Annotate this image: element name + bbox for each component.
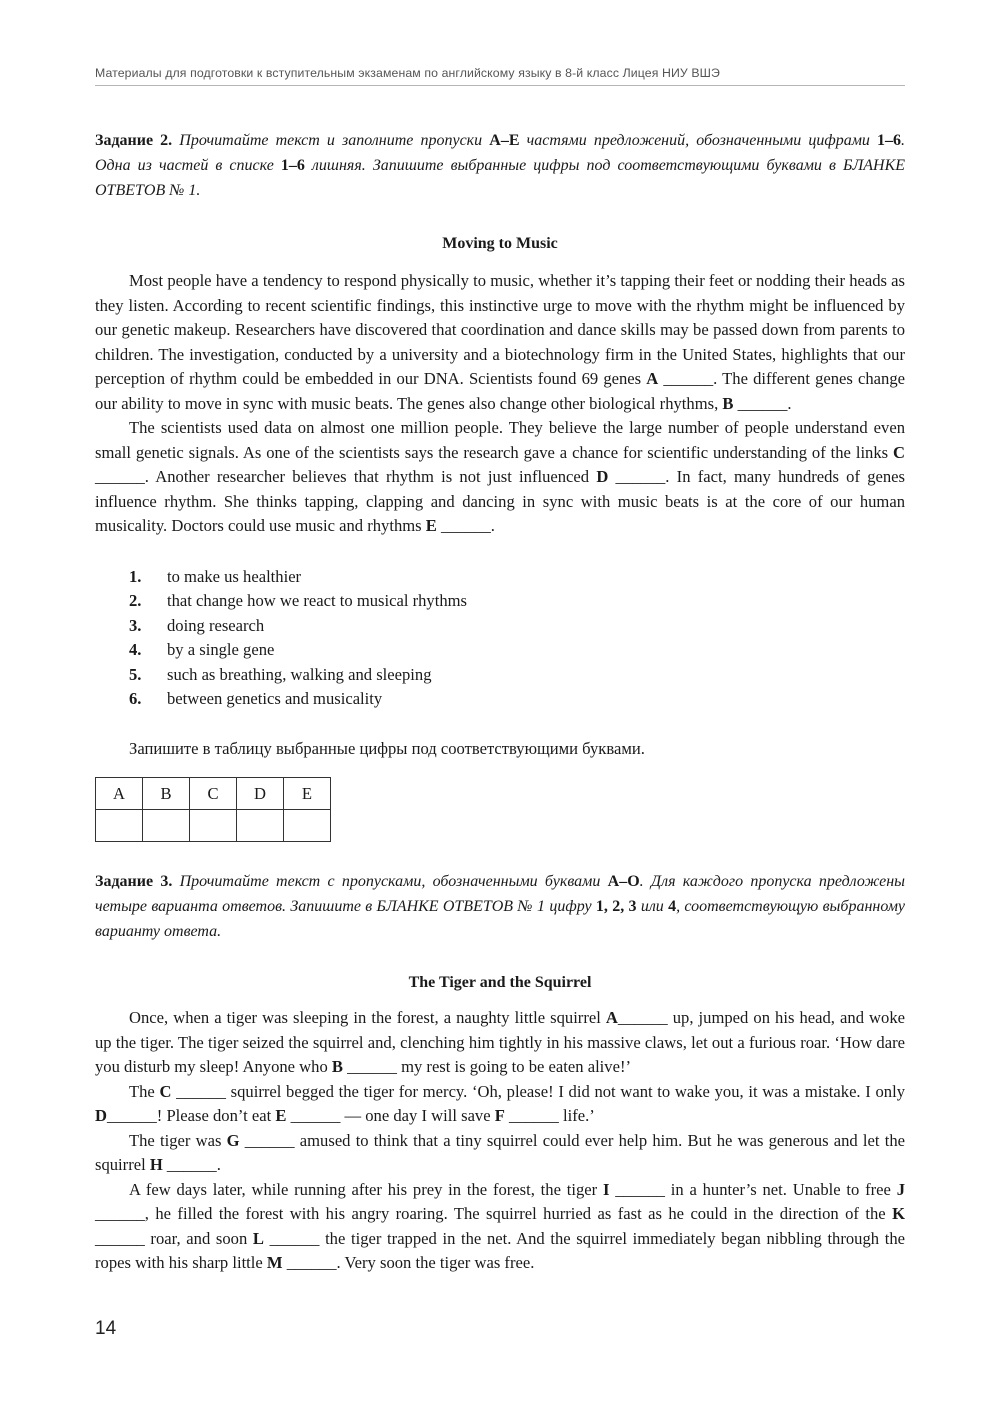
task3-paragraph-4: A few days later, while running after his prey in the forest, the tiger I ______ in a hunter’s net. Unable to free J ______, he filled the forest with his angry roaring. The squirrel hurried as fast as he could in the direction of the K ______ roar, and soon L ______ the tiger trapped in the net. And the squirrel immediately began nibbling through the ropes with his sharp little M ______. Very soon the tiger was free. (95, 1179, 905, 1273)
answer-header-cell: B (143, 778, 190, 810)
running-header: Материалы для подготовки к вступительным экзаменам по английскому языку в 8-й класс Лицея НИУ ВШЭ (95, 66, 905, 86)
text-title-moving-to-music: Moving to Music (442, 235, 558, 252)
option-item: 1. to make us healthier (129, 566, 302, 586)
task3-paragraph-3: The tiger was G ______ amused to think that a tiny squirrel could ever help him. But he was generous and let the squirrel H ______. (95, 1130, 905, 1175)
task2-label: Задание 2. (95, 132, 173, 149)
task2-paragraph-1: Most people have a tendency to respond physically to music, whether it’s tapping their feet or nodding their heads as they listen. According to recent scientific findings, this instinctive urge to move with the rhythm might be influenced by our genetic makeup. Researchers have discovered that coordination and dance skills may be passed down from parents to children. The investigation, conducted by a university and a biotechnology firm in the United States, highlights that our perception of rhythm could be embedded in our DNA. Scientists found 69 genes A ______. The different genes change our ability to move in sync with music beats. The genes also change other biological rhythms, B ______. (95, 271, 905, 413)
answer-cell-b[interactable] (143, 810, 190, 842)
answer-cell-c[interactable] (190, 810, 237, 842)
answer-header-cell: C (190, 778, 237, 810)
option-item: 6. between genetics and musicality (129, 689, 383, 709)
option-item: 5. such as breathing, walking and sleeping (129, 664, 432, 684)
answer-table (95, 777, 331, 842)
task3-paragraph-1: Once, when a tiger was sleeping in the forest, a naughty little squirrel A______ up, jumped on his head, and woke up the tiger. The tiger seized the squirrel and, clenching him tightly in his massive claws, let out a furious roar. ‘How dare you disturb my sleep! Anyone who B ______ my rest is going to be eaten alive!’ (95, 1008, 905, 1077)
option-item: 4. by a single gene (129, 640, 275, 660)
option-item: 3. doing research (129, 615, 265, 635)
page-number: 14 (95, 1318, 117, 1339)
answer-header-cell: E (284, 778, 331, 810)
task3-label: Задание 3. (95, 873, 173, 891)
table-instruction: Запишите в таблицу выбранные цифры под соответствующими буквами. (129, 739, 645, 759)
options-list (95, 565, 905, 713)
answer-header-cell: A (96, 778, 143, 810)
answer-table-input-row (96, 810, 331, 842)
task2-paragraph-2: The scientists used data on almost one million people. They believe the large number of people understand even small genetic signals. As one of the scientists says the research gave a chance for scientific understanding of the links C ______. Another researcher believes that rhythm is not just influenced D ______. In fact, many hundreds of genes influence rhythm. She thinks tapping, clapping and dancing in sync with music beats is at the core of our human musicality. Doctors could use music and rhythms E ______. (95, 418, 905, 535)
task2-instructions: Задание 2. Прочитайте текст и заполните пропуски A–E частями предложений, обозначенными цифрами 1–6. Одна из частей в списке 1–6 лишняя. Запишите выбранные цифры под соответствующими буквами в БЛАНКЕ ОТВЕТОВ № 1. (95, 132, 906, 199)
answer-cell-e[interactable] (284, 810, 331, 842)
answer-header-cell: D (237, 778, 284, 810)
option-item: 2. that change how we react to musical rhythms (129, 591, 467, 611)
answer-cell-a[interactable] (96, 810, 143, 842)
task3-instructions: Задание 3. Прочитайте текст с пропусками, обозначенными буквами A–O. Для каждого пропуска предложены четыре варианта ответов. Запишите в БЛАНКЕ ОТВЕТОВ № 1 цифру 1, 2, 3 или 4, соответствующую выбранному варианту ответа. (95, 873, 906, 941)
page-content (95, 128, 905, 1276)
text-title-tiger-and-squirrel: The Tiger and the Squirrel (408, 974, 592, 992)
answer-table-header-row (96, 778, 331, 810)
task3-paragraph-2: The C ______ squirrel begged the tiger for mercy. ‘Oh, please! I did not want to wake you, it was a mistake. I only D______! Please don’t eat E ______ — one day I will save F ______ life.’ (95, 1081, 905, 1126)
answer-cell-d[interactable] (237, 810, 284, 842)
